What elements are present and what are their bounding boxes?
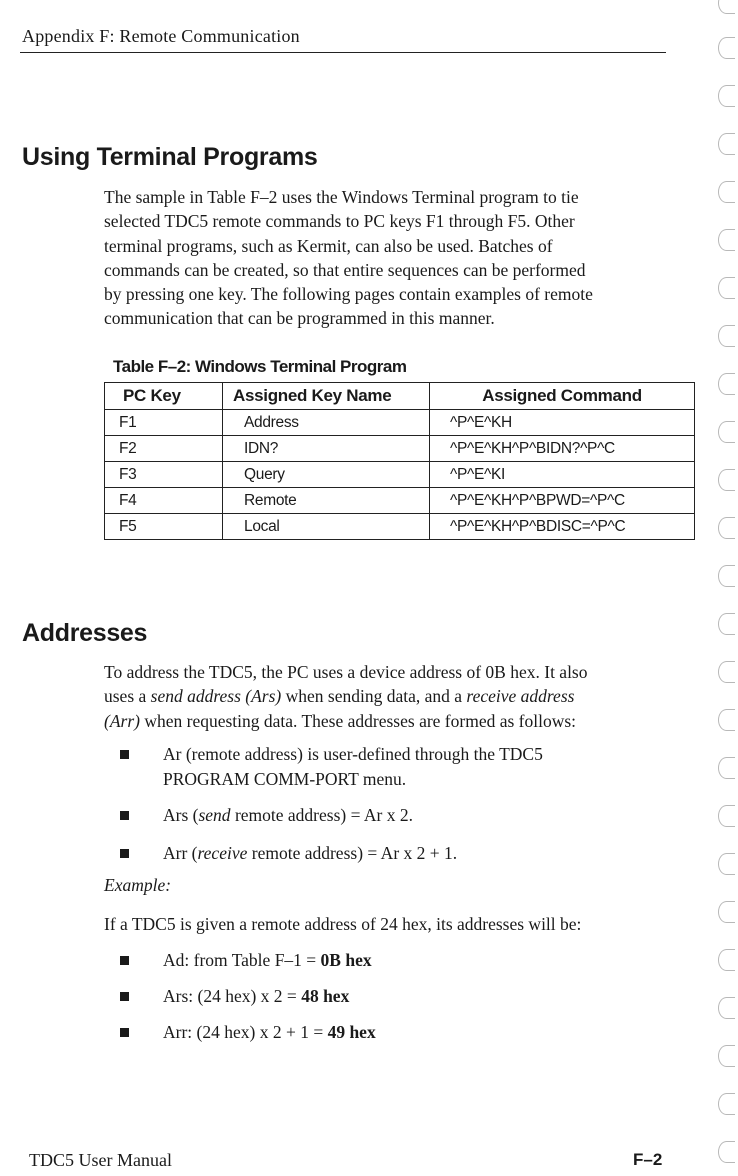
emphasis-receive: receive <box>197 843 248 863</box>
cell-key-name: IDN? <box>223 436 430 462</box>
binder-hole-icon <box>718 757 735 779</box>
cell-command: ^P^E^KH^P^BIDN?^P^C <box>430 436 695 462</box>
binder-hole-icon <box>718 901 735 923</box>
text-run: when sending data, and a <box>281 686 467 707</box>
bullet-square-icon <box>120 992 129 1001</box>
text-run: Arr: (24 hex) x 2 + 1 = <box>163 1022 328 1042</box>
bullet-square-icon <box>120 811 129 820</box>
text-run: Ars ( <box>163 805 199 825</box>
emphasis-receive-address: receive address <box>466 686 575 707</box>
binder-hole-icon <box>718 565 735 587</box>
cell-key-name: Address <box>223 410 430 436</box>
table-row <box>105 462 695 488</box>
cell-command: ^P^E^KH^P^BPWD=^P^C <box>430 488 695 514</box>
section-title-terminal: Using Terminal Programs <box>22 143 318 171</box>
list-item-text <box>163 948 372 973</box>
cell-pc-key: F2 <box>105 436 223 462</box>
text-run: remote address) = Ar x 2 + 1. <box>247 843 458 863</box>
binder-hole-icon <box>718 853 735 875</box>
example-label: Example: <box>104 875 172 895</box>
col-header-key-name: Assigned Key Name <box>223 383 430 410</box>
binder-hole-icon <box>718 37 735 59</box>
cell-pc-key: F5 <box>105 514 223 540</box>
cell-key-name: Query <box>223 462 430 488</box>
list-item-text <box>163 841 457 866</box>
binder-hole-icon <box>718 85 735 107</box>
cell-pc-key: F1 <box>105 410 223 436</box>
binder-hole-icon <box>718 373 735 395</box>
text-line: by pressing one key. The following pages contain examples of remote <box>104 284 593 305</box>
cell-key-name: Remote <box>223 488 430 514</box>
table-row <box>105 488 695 514</box>
result-value: 49 hex <box>327 1022 376 1042</box>
example-paragraph: If a TDC5 is given a remote address of 24 hex, its addresses will be: <box>104 914 582 934</box>
emphasis-send-address: send address (Ars) <box>150 686 282 707</box>
binder-hole-icon <box>718 997 735 1019</box>
result-value: 0B hex <box>320 950 372 970</box>
binder-hole-icon <box>718 613 735 635</box>
text-line: terminal programs, such as Kermit, can also be used. Batches of <box>104 235 553 256</box>
table-row <box>105 436 695 462</box>
binder-hole-icon <box>718 325 735 347</box>
text-run: remote address) = Ar x 2. <box>230 805 413 825</box>
bullet-square-icon <box>120 956 129 965</box>
cell-command: ^P^E^KI <box>430 462 695 488</box>
text-line: selected TDC5 remote commands to PC keys F1 through F5. Other <box>104 211 575 232</box>
result-value: 48 hex <box>301 986 350 1006</box>
bullet-square-icon <box>120 1028 129 1037</box>
cell-command: ^P^E^KH <box>430 410 695 436</box>
cell-pc-key: F4 <box>105 488 223 514</box>
emphasis-send: send <box>198 805 231 825</box>
running-header: Appendix F: Remote Communication <box>22 26 300 46</box>
text-line: communication that can be programmed in this manner. <box>104 308 495 329</box>
text-line <box>104 709 684 733</box>
text-run: when requesting data. These addresses are formed as follows: <box>139 710 577 731</box>
col-header-pc-key: PC Key <box>105 383 223 410</box>
col-header-command: Assigned Command <box>430 383 695 410</box>
table-caption: Table F–2: Windows Terminal Program <box>113 357 407 376</box>
binder-hole-icon <box>718 1045 735 1067</box>
binder-hole-icon <box>718 229 735 251</box>
text-run: Ars: (24 hex) x 2 = <box>163 986 302 1006</box>
addresses-intro-paragraph <box>104 660 684 733</box>
table-row <box>105 514 695 540</box>
footer-manual-title: TDC5 User Manual <box>29 1150 172 1170</box>
list-item-text <box>163 803 413 828</box>
binder-hole-icon <box>718 661 735 683</box>
text-run: Ad: from Table F–1 = <box>163 950 321 970</box>
table-row <box>105 410 695 436</box>
header-rule <box>20 52 666 53</box>
binder-hole-icon <box>718 181 735 203</box>
text-line: PROGRAM COMM-PORT menu. <box>163 768 407 789</box>
text-run: Arr ( <box>163 843 198 863</box>
bullet-square-icon <box>120 750 129 759</box>
list-item-text <box>163 984 349 1009</box>
cell-key-name: Local <box>223 514 430 540</box>
binder-holes <box>712 0 738 1176</box>
binder-hole-icon <box>718 277 735 299</box>
cell-command: ^P^E^KH^P^BDISC=^P^C <box>430 514 695 540</box>
binder-hole-icon <box>718 469 735 491</box>
text-line: Ar (remote address) is user-defined through the TDC5 <box>163 744 543 764</box>
binder-hole-icon <box>718 133 735 155</box>
binder-hole-icon <box>718 0 735 14</box>
text-line <box>104 684 684 708</box>
table-header-row <box>105 383 695 410</box>
terminal-intro-paragraph <box>104 185 674 331</box>
bullet-square-icon <box>120 849 129 858</box>
key-table <box>104 382 695 540</box>
footer-page-number: F–2 <box>633 1150 663 1169</box>
binder-hole-icon <box>718 805 735 827</box>
binder-hole-icon <box>718 1141 735 1163</box>
text-line: To address the TDC5, the PC uses a device address of 0B hex. It also <box>104 662 588 682</box>
binder-hole-icon <box>718 1093 735 1115</box>
binder-hole-icon <box>718 517 735 539</box>
cell-pc-key: F3 <box>105 462 223 488</box>
section-title-addresses: Addresses <box>22 619 148 647</box>
list-item-text <box>163 742 543 791</box>
emphasis-arr: (Arr) <box>104 710 140 731</box>
binder-hole-icon <box>718 709 735 731</box>
text-line: commands can be created, so that entire sequences can be performed <box>104 259 586 280</box>
text-run: uses a <box>104 686 151 707</box>
text-line: The sample in Table F–2 uses the Windows Terminal program to tie <box>104 187 579 207</box>
list-item-text <box>163 1020 376 1045</box>
binder-hole-icon <box>718 949 735 971</box>
binder-hole-icon <box>718 421 735 443</box>
